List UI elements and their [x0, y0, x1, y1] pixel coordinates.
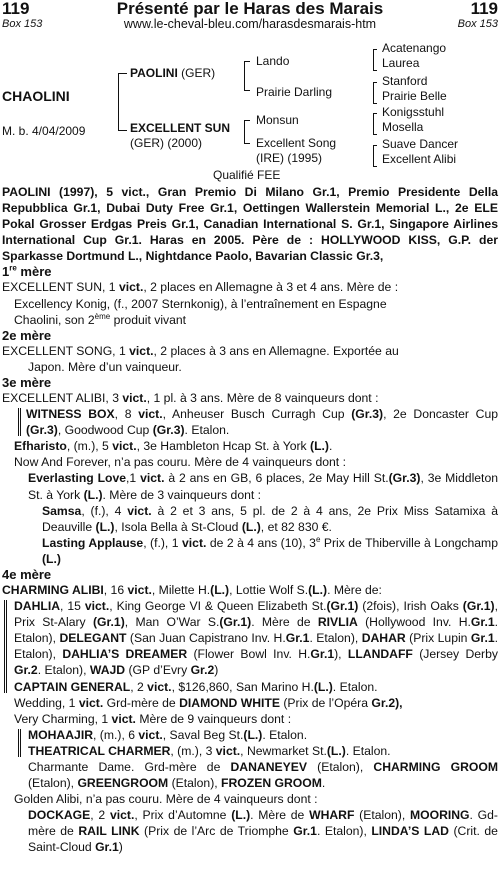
gp-sd-1: Stanford [382, 74, 428, 88]
pedigree-table [0, 38, 500, 184]
second-dam-line-2: Japon. Mère d’un vainqueur. [28, 359, 182, 374]
dam-dam: Excellent Song [256, 136, 337, 150]
pedigree-bracket [118, 73, 127, 131]
group-marker [18, 408, 21, 436]
lot-number-left: 119 [2, 0, 30, 18]
sire: PAOLINI (GER) [130, 66, 216, 80]
produce-line: Now And Forever, n’a pas couru. Mère de 4 vainqueurs dont : [14, 455, 346, 470]
gp-dd-2: Excellent Alibi [382, 152, 457, 166]
sire-bracket [244, 61, 250, 91]
horse-name: CHAOLINI [2, 88, 70, 104]
group-block [2, 727, 498, 759]
sire-summary: PAOLINI (1997), 5 vict., Gran Premio Di Milano Gr.1, Premio Presidente Della Repubblica Gr.1, Dubai Duty Free Gr.1, Oettingen Wallerstein Memorial L., 2e ELE Pokal Grosser Erdgas Preis Gr.1, Canadian International S. Gr.1, Singapore Airlines International Cup Gr.1. Haras en 2005. Père de : HOLLYWOOD KISS, G.P. der Sparkasse Dortmund L., Nightdance Paolo, Bavarian Classic Gr.3, [2, 185, 498, 264]
group-marker [4, 600, 7, 693]
produce-line: CAPTAIN GENERAL, 2 vict., $126,860, San Marino H.(L.). Etalon. [14, 679, 378, 694]
first-dam-heading: 1re mère [2, 264, 52, 280]
dam: EXCELLENT SUN [130, 121, 231, 135]
box-right: Box 153 [457, 18, 498, 30]
fourth-dam-heading: 4e mère [2, 566, 52, 582]
produce-line: Charmante Dame. Grd-mère de DANANEYEV (Etalon), CHARMING GROOM (Etalon), GREENGROOM (Etalon), FROZEN GROOM. [28, 760, 498, 791]
dam-sire: Monsun [256, 113, 299, 127]
produce-line: DOCKAGE, 2 vict., Prix d’Automne (L.). Mère de WHARF (Etalon), MOORING. Gd-mère de RAIL LINK (Prix de l’Arc de Triomphe Gr.1. Etalon), LINDA’S LAD (Crit. de Saint-Cloud Gr.1) [28, 808, 498, 855]
dam-bracket [244, 120, 250, 144]
produce-line: Chaolini, son 2ème produit vivant [14, 311, 187, 327]
produce-line: Everlasting Love,1 vict. à 2 ans en GB, 6 places, 2e May Hill St.(Gr.3), 3e Middleton St. à York (L.). Mère de 3 vainqueurs dont : [28, 471, 498, 502]
produce-line: WITNESS BOX, 8 vict., Anheuser Busch Curragh Cup (Gr.3), 2e Doncaster Cup (Gr.3), Goodwood Cup (Gr.3). Etalon. [26, 407, 498, 438]
sire-sire: Lando [256, 54, 290, 68]
page-title: Présenté par le Haras des Marais [116, 0, 384, 18]
second-dam-heading: 2e mère [2, 327, 52, 343]
gp-bracket-1 [373, 49, 377, 71]
gp-bracket-4 [373, 145, 377, 167]
lot-number-right: 119 [470, 0, 498, 18]
produce-line: MOHAAJIR, (m.), 6 vict., Saval Beg St.(L.). Etalon. [28, 727, 308, 742]
horse-info: M. b. 4/04/2009 [2, 124, 86, 138]
dam-dam-origin: (IRE) (1995) [256, 151, 323, 165]
produce-line: Samsa, (f.), 4 vict. à 2 et 3 ans, 5 pl. de 2 à 4 ans, 2e Prix Miss Satamixa à Deauville (L.), Isola Bella à St-Cloud (L.), et 82 830 €. [42, 503, 498, 534]
gp-dd-1: Suave Dancer [382, 137, 459, 151]
fourth-dam-line: CHARMING ALIBI, 16 vict., Milette H.(L.), Lottie Wolf S.(L.). Mère de: [2, 582, 382, 597]
gp-ds-2: Mosella [382, 120, 424, 134]
third-dam-line: EXCELLENT ALIBI, 3 vict., 1 pl. à 3 ans. Mère de 8 vainqueurs dont : [2, 390, 379, 405]
dam-origin: (GER) (2000) [130, 136, 203, 150]
gp-bracket-2 [373, 82, 377, 104]
produce-line: Wedding, 1 vict. Grd-mère de DIAMOND WHITE (Prix de l’Opéra Gr.2), [14, 695, 403, 710]
group-marker [18, 729, 21, 757]
second-dam-line: EXCELLENT SONG, 1 vict., 2 places à 3 ans en Allemagne. Exportée au [2, 343, 399, 358]
website-link[interactable]: www.le-cheval-bleu.com/harasdesmarais-htm [123, 17, 377, 31]
gp-ss-1: Acatenango [382, 41, 447, 55]
gp-ds-1: Konigsstuhl [382, 105, 445, 119]
gp-sd-2: Prairie Belle [382, 89, 447, 103]
gp-ss-2: Laurea [382, 56, 420, 70]
third-dam-heading: 3e mère [2, 374, 52, 390]
group-block [2, 598, 498, 695]
catalogue-text [2, 184, 498, 856]
produce-line: Golden Alibi, n’a pas couru. Mère de 4 vainqueurs dont : [14, 792, 318, 807]
produce-line: Excellency Konig, (f., 2007 Sternkonig), à l’entraînement en Espagne [14, 296, 387, 311]
first-dam-line: EXCELLENT SUN, 1 vict., 2 places en Allemagne à 3 et 4 ans. Mère de : [2, 280, 399, 295]
produce-line: Efharisto, (m.), 5 vict., 3e Hambleton Hcap St. à York (L.). [14, 439, 333, 454]
gp-bracket-3 [373, 113, 377, 135]
page-header [0, 0, 500, 36]
produce-line: DAHLIA, 15 vict., King George VI & Queen Elizabeth St.(Gr.1) (2fois), Irish Oaks (Gr.1), Prix St-Alary (Gr.1), Man O’War S.(Gr.1). Mère de RIVLIA (Hollywood Inv. H.Gr.1. Etalon), DELEGANT (San Juan Capistrano Inv. H.Gr.1. Etalon), DAHAR (Prix Lupin Gr.1. Etalon), DAHLIA’S DREAMER (Flower Bowl Inv. H.Gr.1), LLANDAFF (Jersey Derby Gr.2. Etalon), WAJD (GP d’Evry Gr.2) [14, 599, 499, 678]
produce-line: THEATRICAL CHARMER, (m.), 3 vict., Newmarket St.(L.). Etalon. [28, 743, 391, 758]
group-block [2, 406, 498, 438]
sire-dam: Prairie Darling [256, 85, 333, 99]
produce-line: Very Charming, 1 vict. Mère de 9 vainqueurs dont : [14, 711, 292, 726]
qualifie-label: Qualifié FEE [213, 168, 281, 182]
produce-line: Lasting Applause, (f.), 1 vict. de 2 à 4 ans (10), 3e Prix de Thiberville à Longchamp (L.) [42, 534, 498, 566]
box-left: Box 153 [2, 18, 43, 30]
